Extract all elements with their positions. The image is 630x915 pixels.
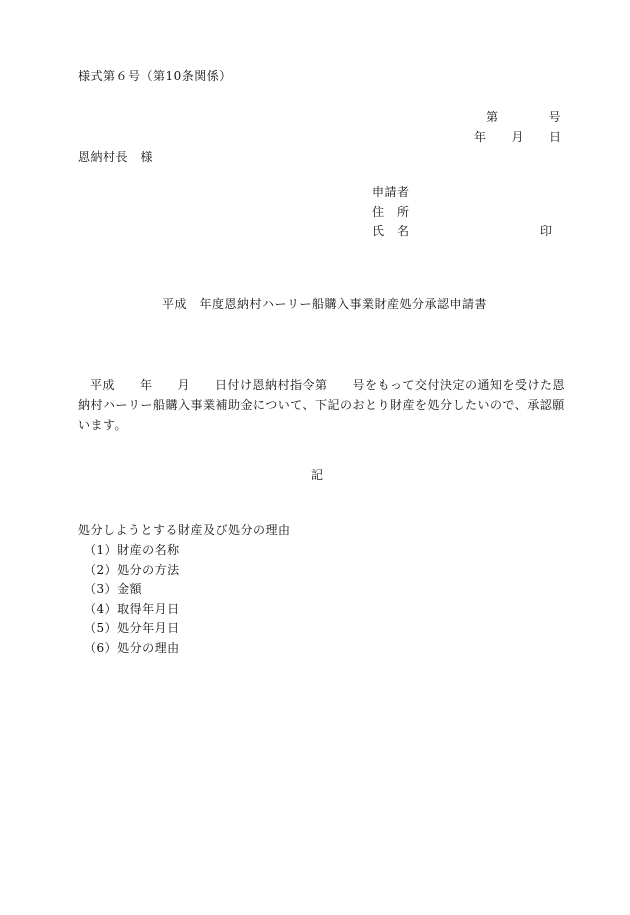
list-item: （4）取得年月日 bbox=[84, 601, 180, 616]
document-title: 平成 年度恩納村ハーリー船購入事業財産処分承認申請書 bbox=[162, 297, 488, 311]
list-item: （3）金額 bbox=[84, 582, 143, 596]
document-number: 第 号 bbox=[486, 110, 562, 124]
list-item: （1）財産の名称 bbox=[84, 543, 180, 557]
applicant-name-label: 氏 名 bbox=[372, 224, 410, 238]
seal-mark: 印 bbox=[540, 224, 553, 238]
document-date: 年 月 日 bbox=[474, 130, 562, 144]
body-paragraph: 平成 年 月 日付け恩納村指令第 号をもって交付決定の通知を受けた恩納村ハーリー船購入事業補助金について、下記のおとり財産を処分したいので、承認願います。 bbox=[78, 378, 566, 432]
list-item: （6）処分の理由 bbox=[84, 640, 180, 655]
section-heading: 処分しようとする財産及び処分の理由 bbox=[78, 523, 291, 537]
applicant-address-label: 住 所 bbox=[372, 205, 410, 219]
form-number: 様式第６号（第10条関係） bbox=[78, 69, 232, 83]
addressee: 恩納村長 様 bbox=[78, 150, 154, 164]
applicant-label: 申請者 bbox=[372, 185, 410, 199]
item-list bbox=[84, 544, 180, 661]
list-item: （2）処分の方法 bbox=[84, 562, 180, 577]
ki-heading: 記 bbox=[311, 468, 324, 482]
list-item: （5）処分年月日 bbox=[84, 621, 180, 635]
